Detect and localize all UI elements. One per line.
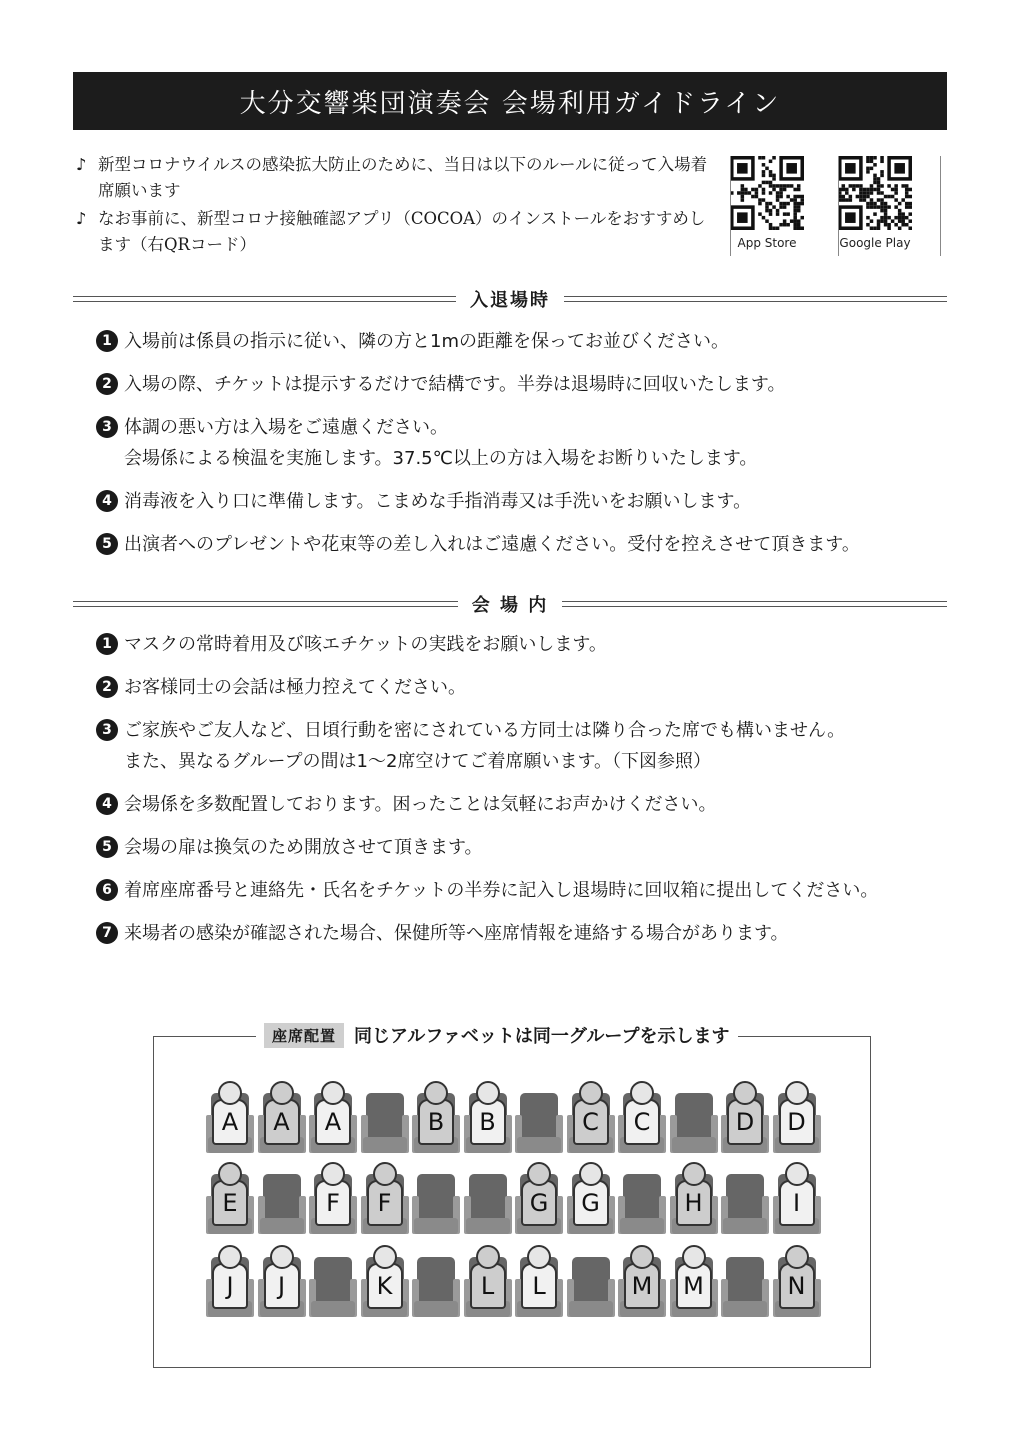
occupied-seat bbox=[208, 1245, 252, 1317]
qr-code-icon bbox=[730, 156, 804, 230]
occupied-seat bbox=[620, 1245, 664, 1317]
person-head-icon bbox=[527, 1162, 551, 1186]
empty-seat bbox=[414, 1245, 458, 1317]
seat-group-label: G bbox=[521, 1180, 557, 1226]
empty-seat bbox=[517, 1081, 561, 1153]
occupied-seat bbox=[311, 1162, 355, 1234]
list-item bbox=[96, 789, 956, 820]
list-item bbox=[96, 832, 956, 863]
empty-seat bbox=[414, 1162, 458, 1234]
chair-icon bbox=[263, 1174, 301, 1222]
seat-group-label: A bbox=[212, 1099, 248, 1145]
person-head-icon bbox=[218, 1081, 242, 1105]
seat-group-label: C bbox=[624, 1099, 660, 1145]
seat-group-label: H bbox=[676, 1180, 712, 1226]
person-head-icon bbox=[218, 1162, 242, 1186]
number-badge: 3 bbox=[96, 719, 118, 741]
empty-seat bbox=[723, 1245, 767, 1317]
occupied-seat bbox=[260, 1245, 304, 1317]
empty-seat bbox=[723, 1162, 767, 1234]
occupied-seat bbox=[466, 1081, 510, 1153]
chair-seat bbox=[414, 1218, 458, 1234]
occupied-seat bbox=[311, 1081, 355, 1153]
seating-diagram bbox=[153, 1036, 871, 1368]
person-head-icon bbox=[579, 1081, 603, 1105]
occupied-seat bbox=[517, 1162, 561, 1234]
occupied-seat bbox=[723, 1081, 767, 1153]
person-head-icon bbox=[785, 1162, 809, 1186]
qr-label: App Store bbox=[737, 236, 797, 250]
divider bbox=[730, 156, 731, 256]
chair-icon bbox=[726, 1257, 764, 1305]
seat-group-label: B bbox=[418, 1099, 454, 1145]
seat-group-label: N bbox=[779, 1263, 815, 1309]
person-head-icon bbox=[321, 1081, 345, 1105]
seat-group-label: M bbox=[624, 1263, 660, 1309]
intro-item bbox=[76, 206, 716, 258]
person-head-icon bbox=[476, 1081, 500, 1105]
chair-seat bbox=[466, 1218, 510, 1234]
section-heading-entry bbox=[73, 287, 947, 311]
number-badge: 6 bbox=[96, 879, 118, 901]
chair-seat bbox=[517, 1137, 561, 1153]
list-item bbox=[96, 486, 956, 517]
seat-group-label: K bbox=[367, 1263, 403, 1309]
empty-seat bbox=[363, 1081, 407, 1153]
list-item-text: お客様同士の会話は極力控えてください。 bbox=[124, 677, 466, 698]
intro-item bbox=[76, 152, 716, 204]
list-item bbox=[96, 529, 956, 560]
qr-app-store[interactable] bbox=[730, 152, 804, 250]
list-item-text: 体調の悪い方は入場をご遠慮ください。 会場係による検温を実施します。37.5℃以上の方は入場をお断りいたします。 bbox=[124, 417, 758, 469]
entry-rules-list bbox=[96, 326, 956, 572]
qr-code-icon bbox=[838, 156, 912, 230]
chair-icon bbox=[726, 1174, 764, 1222]
occupied-seat bbox=[775, 1245, 819, 1317]
person-head-icon bbox=[682, 1245, 706, 1269]
occupied-seat bbox=[466, 1245, 510, 1317]
person-head-icon bbox=[476, 1245, 500, 1269]
list-item-text: 入場の際、チケットは提示するだけで結構です。半券は退場時に回収いたします。 bbox=[124, 374, 786, 395]
person-head-icon bbox=[785, 1081, 809, 1105]
rule bbox=[564, 296, 947, 302]
chair-icon bbox=[520, 1093, 558, 1141]
occupied-seat bbox=[260, 1081, 304, 1153]
chair-seat bbox=[672, 1137, 716, 1153]
person-head-icon bbox=[630, 1081, 654, 1105]
rule bbox=[73, 601, 458, 607]
seat-group-label: F bbox=[315, 1180, 351, 1226]
number-badge: 1 bbox=[96, 633, 118, 655]
section-heading-venue bbox=[73, 592, 947, 616]
list-item-text: ご家族やご友人など、日頃行動を密にされている方同士は隣り合った席でも構いません。 また、異なるグループの間は1～2席空けてご着席願います。（下図参照） bbox=[124, 720, 846, 772]
intro-text: 新型コロナウイルスの感染拡大防止のために、当日は以下のルールに従って入場着席願います bbox=[98, 155, 708, 200]
occupied-seat bbox=[775, 1081, 819, 1153]
chair-icon bbox=[417, 1174, 455, 1222]
empty-seat bbox=[620, 1162, 664, 1234]
number-badge: 1 bbox=[96, 330, 118, 352]
chair-icon bbox=[314, 1257, 352, 1305]
seat-group-label: D bbox=[727, 1099, 763, 1145]
person-head-icon bbox=[630, 1245, 654, 1269]
chair-seat bbox=[260, 1218, 304, 1234]
occupied-seat bbox=[775, 1162, 819, 1234]
chair-icon bbox=[417, 1257, 455, 1305]
occupied-seat bbox=[672, 1245, 716, 1317]
list-item bbox=[96, 715, 956, 777]
empty-seat bbox=[311, 1245, 355, 1317]
number-badge: 4 bbox=[96, 490, 118, 512]
number-badge: 3 bbox=[96, 416, 118, 438]
person-head-icon bbox=[270, 1081, 294, 1105]
chair-seat bbox=[363, 1137, 407, 1153]
seat-group-label: I bbox=[779, 1180, 815, 1226]
occupied-seat bbox=[208, 1081, 252, 1153]
person-head-icon bbox=[373, 1245, 397, 1269]
occupied-seat bbox=[363, 1162, 407, 1234]
person-head-icon bbox=[424, 1081, 448, 1105]
empty-seat bbox=[466, 1162, 510, 1234]
chair-icon bbox=[572, 1257, 610, 1305]
seat-group-label: J bbox=[264, 1263, 300, 1309]
number-badge: 7 bbox=[96, 922, 118, 944]
person-head-icon bbox=[733, 1081, 757, 1105]
list-item-text: マスクの常時着用及び咳エチケットの実践をお願いします。 bbox=[124, 634, 607, 655]
empty-seat bbox=[672, 1081, 716, 1153]
chair-seat bbox=[620, 1218, 664, 1234]
seat-group-label: A bbox=[315, 1099, 351, 1145]
divider bbox=[838, 156, 839, 256]
empty-seat bbox=[569, 1245, 613, 1317]
list-item-text: 会場の扉は換気のため開放させて頂きます。 bbox=[124, 837, 483, 858]
chair-seat bbox=[311, 1301, 355, 1317]
seat-group-label: J bbox=[212, 1263, 248, 1309]
section-title: 会 場 内 bbox=[471, 595, 549, 616]
list-item bbox=[96, 672, 956, 703]
list-item-text: 入場前は係員の指示に従い、隣の方と1mの距離を保ってお並びください。 bbox=[124, 331, 729, 352]
seating-tag: 座席配置 bbox=[264, 1023, 344, 1048]
rule bbox=[73, 296, 456, 302]
seat-group-label: E bbox=[212, 1180, 248, 1226]
occupied-seat bbox=[208, 1162, 252, 1234]
seat-group-label: L bbox=[521, 1263, 557, 1309]
number-badge: 4 bbox=[96, 793, 118, 815]
occupied-seat bbox=[363, 1245, 407, 1317]
venue-rules-list bbox=[96, 629, 956, 961]
empty-seat bbox=[260, 1162, 304, 1234]
qr-label: Google Play bbox=[839, 236, 911, 250]
qr-google-play[interactable] bbox=[838, 152, 912, 250]
intro-text: なお事前に、新型コロナ接触確認アプリ（COCOA）のインストールをおすすめします（右QRコード） bbox=[98, 209, 706, 254]
list-item-text: 着席座席番号と連絡先・氏名をチケットの半券に記入し退場時に回収箱に提出してください。 bbox=[124, 880, 879, 901]
occupied-seat bbox=[569, 1162, 613, 1234]
chair-icon bbox=[366, 1093, 404, 1141]
seat-group-label: L bbox=[470, 1263, 506, 1309]
person-head-icon bbox=[321, 1162, 345, 1186]
number-badge: 5 bbox=[96, 533, 118, 555]
person-head-icon bbox=[270, 1245, 294, 1269]
list-item-text: 消毒液を入り口に準備します。こまめな手指消毒又は手洗いをお願いします。 bbox=[124, 491, 752, 512]
seat-group-label: C bbox=[573, 1099, 609, 1145]
list-item bbox=[96, 369, 956, 400]
person-head-icon bbox=[579, 1162, 603, 1186]
list-item bbox=[96, 412, 956, 474]
person-head-icon bbox=[218, 1245, 242, 1269]
seat-group-label: F bbox=[367, 1180, 403, 1226]
chair-icon bbox=[469, 1174, 507, 1222]
list-item-text: 会場係を多数配置しております。困ったことは気軽にお声かけください。 bbox=[124, 794, 717, 815]
list-item bbox=[96, 629, 956, 660]
list-item-text: 来場者の感染が確認された場合、保健所等へ座席情報を連絡する場合があります。 bbox=[124, 923, 789, 944]
seat-group-label: M bbox=[676, 1263, 712, 1309]
list-item-text: 出演者へのプレゼントや花束等の差し入れはご遠慮ください。受付を控えさせて頂きます。 bbox=[124, 534, 860, 555]
list-item bbox=[96, 875, 956, 906]
chair-seat bbox=[723, 1218, 767, 1234]
occupied-seat bbox=[620, 1081, 664, 1153]
intro-notes bbox=[76, 152, 716, 260]
seat-group-label: D bbox=[779, 1099, 815, 1145]
music-note-icon: ♪ bbox=[76, 209, 87, 228]
number-badge: 2 bbox=[96, 373, 118, 395]
music-note-icon: ♪ bbox=[76, 155, 87, 174]
occupied-seat bbox=[672, 1162, 716, 1234]
seating-legend bbox=[256, 1022, 738, 1048]
number-badge: 2 bbox=[96, 676, 118, 698]
chair-seat bbox=[414, 1301, 458, 1317]
person-head-icon bbox=[682, 1162, 706, 1186]
list-item bbox=[96, 918, 956, 949]
divider bbox=[940, 156, 941, 256]
seat-group-label: A bbox=[264, 1099, 300, 1145]
list-item bbox=[96, 326, 956, 357]
chair-icon bbox=[675, 1093, 713, 1141]
occupied-seat bbox=[569, 1081, 613, 1153]
occupied-seat bbox=[414, 1081, 458, 1153]
number-badge: 5 bbox=[96, 836, 118, 858]
person-head-icon bbox=[785, 1245, 809, 1269]
chair-seat bbox=[723, 1301, 767, 1317]
person-head-icon bbox=[373, 1162, 397, 1186]
section-title: 入退場時 bbox=[470, 290, 550, 311]
chair-seat bbox=[569, 1301, 613, 1317]
seat-group-label: G bbox=[573, 1180, 609, 1226]
page-title: 大分交響楽団演奏会 会場利用ガイドライン bbox=[73, 72, 947, 130]
rule bbox=[562, 601, 947, 607]
chair-icon bbox=[623, 1174, 661, 1222]
person-head-icon bbox=[527, 1245, 551, 1269]
seat-group-label: B bbox=[470, 1099, 506, 1145]
occupied-seat bbox=[517, 1245, 561, 1317]
seating-caption: 同じアルファベットは同一グループを示します bbox=[354, 1026, 730, 1047]
